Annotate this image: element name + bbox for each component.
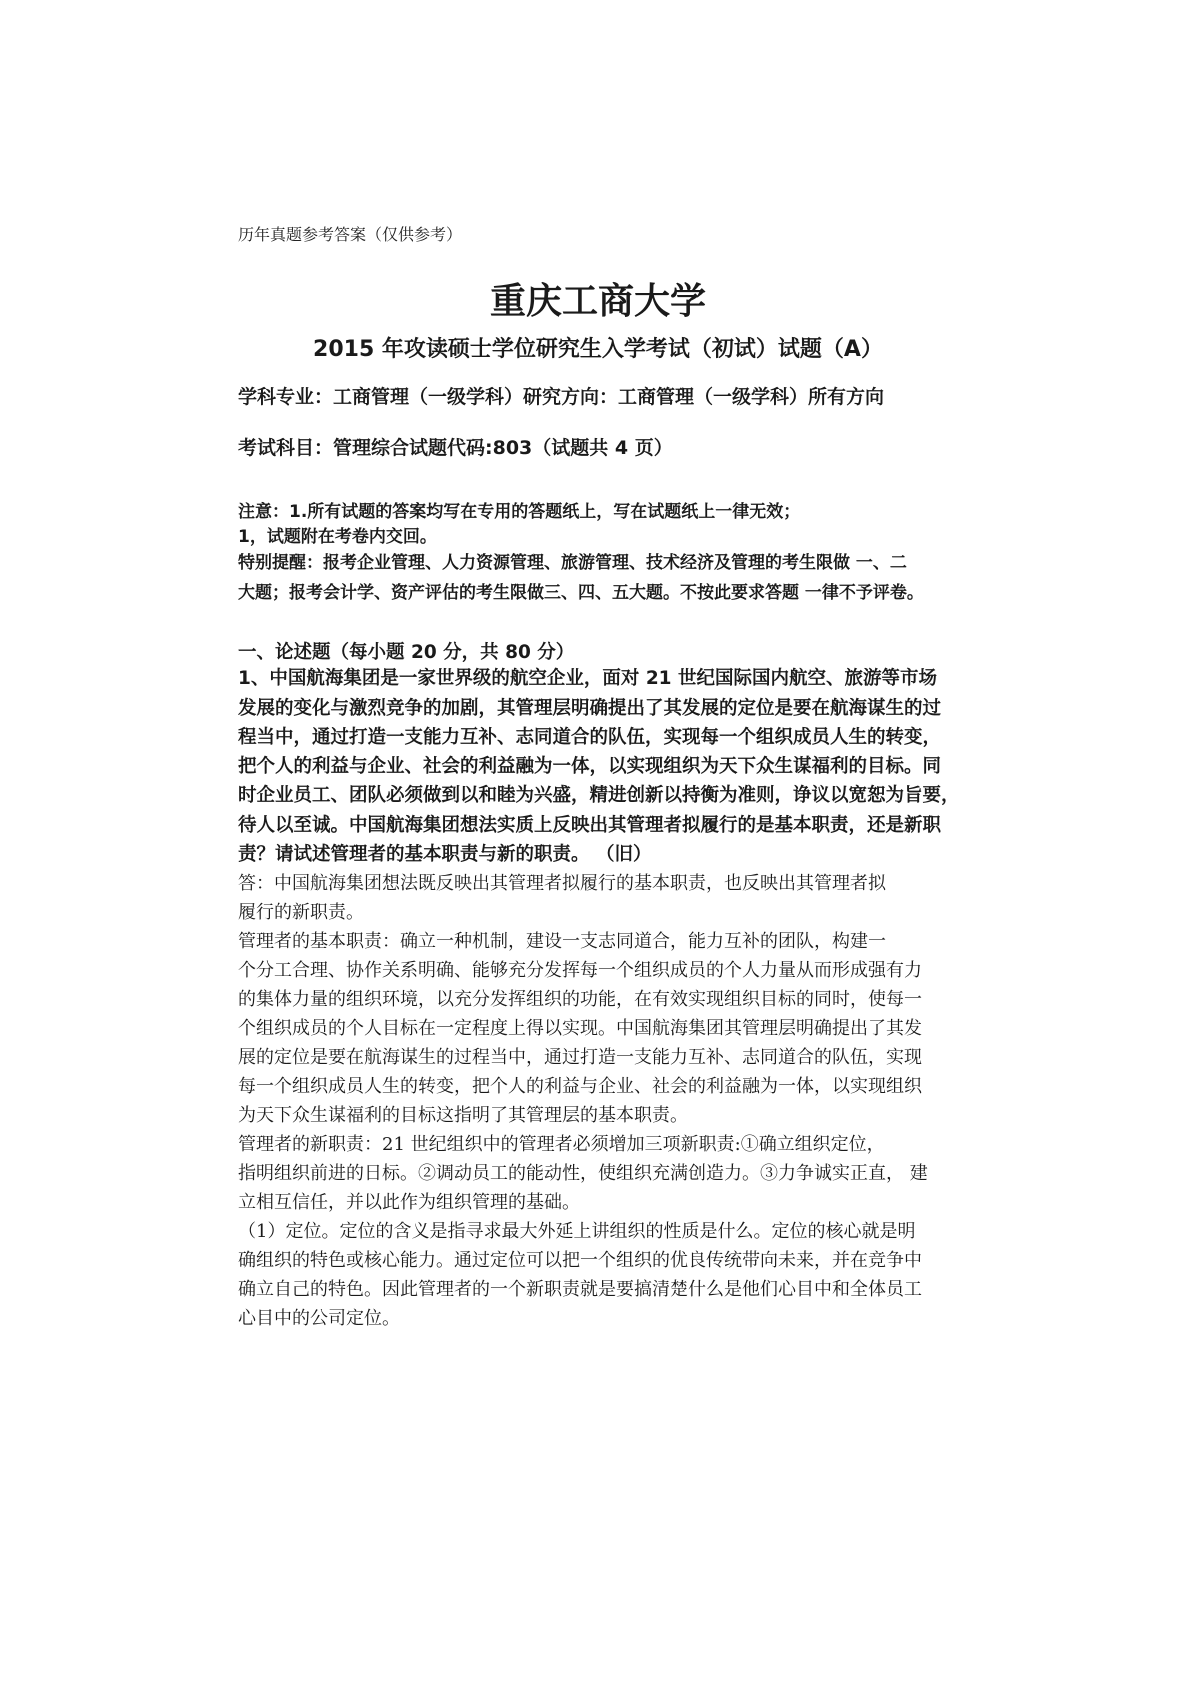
notice-line: 特别提醒：报考企业管理、人力资源管理、旅游管理、技术经济及管理的考生限做 一、二 — [238, 553, 907, 573]
header-note: 历年真题参考答案（仅供参考） — [238, 225, 463, 244]
question-line: 把个人的利益与企业、社会的利益融为一体，以实现组织为天下众生谋福利的目标。同 — [238, 756, 942, 777]
answer-line: 心目中的公司定位。 — [238, 1308, 400, 1329]
question-line: 待人以至诚。中国航海集团想法实质上反映出其管理者拟履行的是基本职责，还是新职 — [238, 815, 942, 836]
answer-line: 个组织成员的个人目标在一定程度上得以实现。中国航海集团其管理层明确提出了其发 — [238, 1018, 922, 1039]
answer-line: 为天下众生谋福利的目标这指明了其管理层的基本职责。 — [238, 1105, 688, 1126]
exam-title: 2015 年攻读硕士学位研究生入学考试（初试）试题（A） — [313, 337, 883, 362]
question-line: 程当中，通过打造一支能力互补、志同道合的队伍，实现每一个组织成员人生的转变， — [238, 727, 942, 748]
answer-line: 立相互信任，并以此作为组织管理的基础。 — [238, 1192, 580, 1213]
document-page — [238, 0, 958, 1683]
notice-line: 1，试题附在考卷内交回。 — [238, 527, 437, 547]
subject-line: 考试科目：管理综合试题代码:803（试题共 4 页） — [238, 437, 673, 459]
major-line: 学科专业：工商管理（一级学科）研究方向：工商管理（一级学科）所有方向 — [238, 386, 885, 408]
question-line: 时企业员工、团队必须做到以和睦为兴盛，精进创新以持衡为准则，诤议以宽恕为旨要， — [238, 785, 960, 806]
section-title: 一、论述题（每小题 20 分，共 80 分） — [238, 642, 575, 663]
answer-line: 答：中国航海集团想法既反映出其管理者拟履行的基本职责，也反映出其管理者拟 — [238, 873, 886, 894]
question-line: 发展的变化与激烈竞争的加剧，其管理层明确提出了其发展的定位是要在航海谋生的过 — [238, 698, 942, 719]
question-line: 1、中国航海集团是一家世界级的航空企业，面对 21 世纪国际国内航空、旅游等市场 — [238, 668, 938, 689]
answer-line: 展的定位是要在航海谋生的过程当中，通过打造一支能力互补、志同道合的队伍，实现 — [238, 1047, 922, 1068]
answer-line: 每一个组织成员人生的转变，把个人的利益与企业、社会的利益融为一体，以实现组织 — [238, 1076, 922, 1097]
question-line: 责？请试述管理者的基本职责与新的职责。 （旧） — [238, 844, 652, 865]
notice-line: 大题；报考会计学、资产评估的考生限做三、四、五大题。不按此要求答题 一律不予评卷。 — [238, 583, 924, 603]
answer-line: （1）定位。定位的含义是指寻求最大外延上讲组织的性质是什么。定位的核心就是明 — [238, 1221, 916, 1242]
answer-line: 管理者的基本职责：确立一种机制，建设一支志同道合，能力互补的团队，构建一 — [238, 931, 886, 952]
answer-line: 指明组织前进的日标。②调动员工的能动性，使组织充满创造力。③力争诚实正直， 建 — [238, 1163, 928, 1184]
answer-line: 的集体力量的组织环境，以充分发挥组织的功能，在有效实现组织目标的同时，使每一 — [238, 989, 922, 1010]
answer-line: 管理者的新职责：21 世纪组织中的管理者必须增加三项新职责:①确立组织定位， — [238, 1134, 885, 1155]
answer-line: 确组织的特色或核心能力。通过定位可以把一个组织的优良传统带向未来，并在竞争中 — [238, 1250, 922, 1271]
university-title: 重庆工商大学 — [489, 281, 706, 322]
notice-line: 注意：1.所有试题的答案均写在专用的答题纸上，写在试题纸上一律无效； — [238, 502, 801, 522]
answer-line: 个分工合理、协作关系明确、能够充分发挥每一个组织成员的个人力量从而形成强有力 — [238, 960, 922, 981]
answer-line: 履行的新职责。 — [238, 902, 364, 923]
answer-line: 确立自己的特色。因此管理者的一个新职责就是要搞清楚什么是他们心目中和全体员工 — [238, 1279, 922, 1300]
